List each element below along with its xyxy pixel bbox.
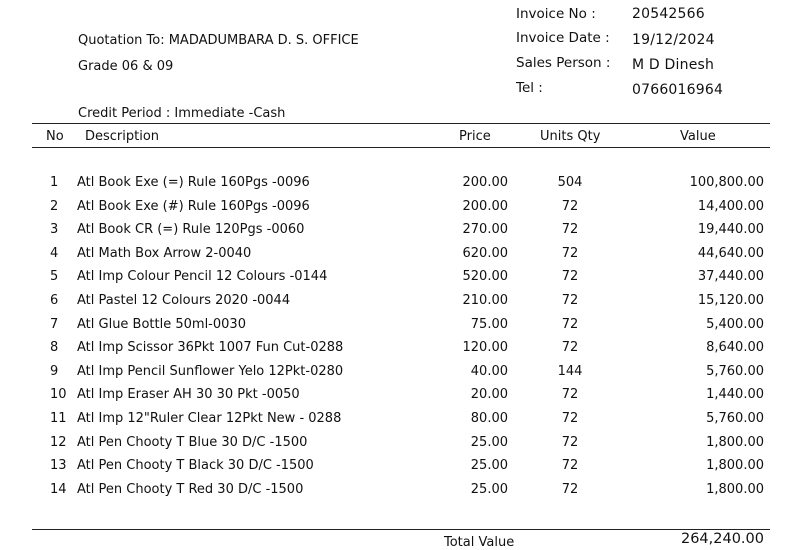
row-description: Atl Pastel 12 Colours 2020 -0044 [77,293,291,308]
row-no: 13 [50,458,67,474]
row-qty: 72 [561,222,579,238]
row-description: Atl Imp Colour Pencil 12 Colours -0144 [77,269,328,285]
row-price: 25.00 [470,458,508,474]
invoice-date-label: Invoice Date : [516,30,610,46]
row-value: 8,640.00 [706,340,764,356]
table-row [0,482,800,504]
total-value: 264,240.00 [680,531,764,547]
table-row [0,340,800,362]
row-value: 1,440.00 [706,387,764,403]
row-qty: 72 [561,316,579,332]
row-no: 6 [50,293,59,308]
row-description: Atl Imp 12"Ruler Clear 12Pkt New - 0288 [77,411,342,426]
col-header-description: Description [85,129,160,144]
tel-label: Tel : [516,80,543,96]
row-description: Atl Imp Pencil Sunflower Yelo 12Pkt-0280 [77,363,344,379]
row-no: 9 [50,363,59,379]
row-price: 40.00 [470,363,508,379]
row-qty: 72 [561,269,579,285]
row-description: Atl Book CR (=) Rule 120Pgs -0060 [77,222,305,238]
row-no: 5 [50,269,59,285]
quotation-to: Quotation To: MADADUMBARA D. S. OFFICE [78,33,359,48]
row-qty: 72 [561,340,579,356]
table-row [0,317,800,339]
sales-person-label: Sales Person : [516,55,611,71]
row-value: 5,760.00 [706,363,764,379]
row-value: 1,800.00 [706,434,764,450]
invoice-no-value: 20542566 [632,6,705,22]
row-no: 2 [50,198,59,214]
row-qty: 72 [561,481,579,497]
row-no: 3 [50,222,59,238]
row-value: 1,800.00 [706,481,764,497]
row-price: 25.00 [470,434,508,450]
row-no: 7 [50,316,59,332]
row-value: 100,800.00 [689,175,764,190]
grade-line: Grade 06 & 09 [78,59,174,74]
row-qty: 72 [561,387,579,403]
table-row [0,435,800,457]
row-price: 200.00 [462,198,508,214]
col-header-value: Value [680,129,716,144]
row-no: 12 [50,434,67,450]
row-value: 5,760.00 [706,411,764,426]
col-header-price: Price [459,129,491,144]
row-qty: 72 [561,411,579,426]
sales-person-value: M D Dinesh [632,57,715,73]
table-row [0,411,800,433]
row-description: Atl Imp Scissor 36Pkt 1007 Fun Cut-0288 [77,340,344,356]
row-qty: 72 [561,293,579,308]
row-qty: 72 [561,458,579,474]
row-price: 210.00 [462,293,508,308]
row-value: 15,120.00 [697,293,764,308]
row-value: 1,800.00 [706,458,764,474]
table-row [0,269,800,291]
row-qty: 504 [557,175,583,190]
row-description: Atl Pen Chooty T Red 30 D/C -1500 [77,481,304,497]
row-value: 37,440.00 [697,269,764,285]
table-row [0,387,800,409]
row-price: 120.00 [462,340,508,356]
row-no: 10 [50,387,67,403]
row-qty: 72 [561,434,579,450]
row-no: 14 [50,481,67,497]
table-row [0,246,800,268]
row-description: Atl Book Exe (#) Rule 160Pgs -0096 [77,198,310,214]
invoice-date-value: 19/12/2024 [632,32,715,48]
total-label: Total Value [444,535,515,550]
row-price: 25.00 [470,481,508,497]
tel-value: 0766016964 [632,82,724,98]
row-no: 11 [50,411,67,426]
row-price: 75.00 [470,316,508,332]
row-qty: 144 [557,363,583,379]
row-description: Atl Imp Eraser AH 30 30 Pkt -0050 [77,387,300,403]
table-row [0,293,800,315]
row-value: 5,400.00 [706,316,764,332]
row-price: 200.00 [462,175,508,190]
row-description: Atl Glue Bottle 50ml-0030 [77,316,246,332]
row-qty: 72 [561,245,579,261]
credit-period: Credit Period : Immediate -Cash [78,106,286,121]
row-price: 20.00 [470,387,508,403]
row-qty: 72 [561,198,579,214]
table-row [0,458,800,480]
row-description: Atl Pen Chooty T Blue 30 D/C -1500 [77,434,308,450]
row-value: 19,440.00 [697,222,764,238]
row-price: 520.00 [462,269,508,285]
row-price: 620.00 [462,245,508,261]
row-price: 270.00 [462,222,508,238]
table-row [0,199,800,221]
row-no: 1 [50,175,59,190]
table-row [0,364,800,386]
row-no: 4 [50,245,59,261]
col-header-qty: Units Qty [540,129,601,144]
table-row [0,175,800,197]
invoice-no-label: Invoice No : [516,6,596,22]
row-no: 8 [50,340,59,356]
row-description: Atl Pen Chooty T Black 30 D/C -1500 [77,458,314,474]
row-price: 80.00 [470,411,508,426]
row-value: 44,640.00 [697,245,764,261]
table-bottom-rule [32,529,770,530]
table-row [0,222,800,244]
row-description: Atl Math Box Arrow 2-0040 [77,245,252,261]
row-description: Atl Book Exe (=) Rule 160Pgs -0096 [77,175,310,190]
row-value: 14,400.00 [697,198,764,214]
col-header-no: No [46,129,64,144]
